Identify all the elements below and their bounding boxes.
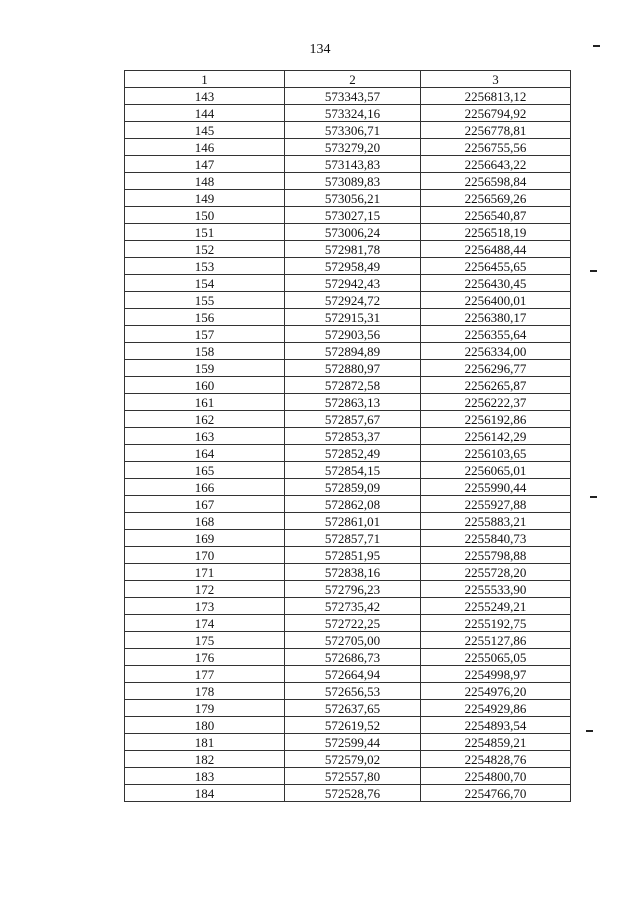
coordinate-x-cell: 573143,83 — [285, 156, 421, 173]
coordinate-y-cell: 2256192,86 — [421, 411, 571, 428]
coordinate-y-cell: 2256355,64 — [421, 326, 571, 343]
point-number-cell: 150 — [125, 207, 285, 224]
table-row — [125, 479, 571, 496]
table-row — [125, 326, 571, 343]
point-number-cell: 152 — [125, 241, 285, 258]
coordinate-x-cell: 573027,15 — [285, 207, 421, 224]
point-number-cell: 159 — [125, 360, 285, 377]
margin-mark — [586, 730, 593, 732]
coordinate-y-cell: 2254998,97 — [421, 666, 571, 683]
point-number-cell: 167 — [125, 496, 285, 513]
table-row — [125, 207, 571, 224]
point-number-cell: 179 — [125, 700, 285, 717]
table-header — [125, 71, 571, 88]
coordinate-y-cell: 2256778,81 — [421, 122, 571, 139]
table-row — [125, 496, 571, 513]
coordinate-x-cell: 572528,76 — [285, 785, 421, 802]
point-number-cell: 144 — [125, 105, 285, 122]
point-number-cell: 169 — [125, 530, 285, 547]
coordinate-y-cell: 2256142,29 — [421, 428, 571, 445]
margin-mark — [590, 496, 597, 498]
table-row — [125, 156, 571, 173]
coordinate-y-cell: 2255065,05 — [421, 649, 571, 666]
table-row — [125, 122, 571, 139]
coordinate-x-cell: 572903,56 — [285, 326, 421, 343]
coordinate-y-cell: 2256755,56 — [421, 139, 571, 156]
coordinate-y-cell: 2256455,65 — [421, 258, 571, 275]
coordinate-y-cell: 2256488,44 — [421, 241, 571, 258]
coordinate-x-cell: 572619,52 — [285, 717, 421, 734]
table-row — [125, 717, 571, 734]
coordinate-x-cell: 573089,83 — [285, 173, 421, 190]
table-row — [125, 139, 571, 156]
table-row — [125, 411, 571, 428]
coordinate-x-cell: 572722,25 — [285, 615, 421, 632]
point-number-cell: 160 — [125, 377, 285, 394]
point-number-cell: 184 — [125, 785, 285, 802]
table-row — [125, 785, 571, 802]
coordinate-x-cell: 572915,31 — [285, 309, 421, 326]
coordinate-x-cell: 572863,13 — [285, 394, 421, 411]
coordinate-x-cell: 572854,15 — [285, 462, 421, 479]
coordinate-x-cell: 572686,73 — [285, 649, 421, 666]
coordinate-y-cell: 2255840,73 — [421, 530, 571, 547]
coordinate-y-cell: 2256380,17 — [421, 309, 571, 326]
table-row — [125, 105, 571, 122]
point-number-cell: 176 — [125, 649, 285, 666]
point-number-cell: 182 — [125, 751, 285, 768]
coordinate-x-cell: 572862,08 — [285, 496, 421, 513]
coordinate-y-cell: 2254766,70 — [421, 785, 571, 802]
coordinate-x-cell: 572851,95 — [285, 547, 421, 564]
coordinate-y-cell: 2256540,87 — [421, 207, 571, 224]
table-row — [125, 683, 571, 700]
coordinate-x-cell: 573006,24 — [285, 224, 421, 241]
coordinate-y-cell: 2255883,21 — [421, 513, 571, 530]
table-row — [125, 428, 571, 445]
coordinate-x-cell: 573056,21 — [285, 190, 421, 207]
coordinate-y-cell: 2256222,37 — [421, 394, 571, 411]
coordinate-y-cell: 2256103,65 — [421, 445, 571, 462]
point-number-cell: 164 — [125, 445, 285, 462]
point-number-cell: 163 — [125, 428, 285, 445]
coordinate-y-cell: 2256065,01 — [421, 462, 571, 479]
table-row — [125, 292, 571, 309]
point-number-cell: 148 — [125, 173, 285, 190]
point-number-cell: 181 — [125, 734, 285, 751]
coordinate-x-cell: 573279,20 — [285, 139, 421, 156]
point-number-cell: 166 — [125, 479, 285, 496]
coordinate-x-cell: 572796,23 — [285, 581, 421, 598]
table-row — [125, 666, 571, 683]
coordinate-x-cell: 572880,97 — [285, 360, 421, 377]
coordinate-y-cell: 2255249,21 — [421, 598, 571, 615]
coordinate-y-cell: 2255127,86 — [421, 632, 571, 649]
coordinate-y-cell: 2256334,00 — [421, 343, 571, 360]
coordinate-x-cell: 572859,09 — [285, 479, 421, 496]
coordinate-y-cell: 2256794,92 — [421, 105, 571, 122]
coordinate-y-cell: 2256518,19 — [421, 224, 571, 241]
point-number-cell: 173 — [125, 598, 285, 615]
coordinate-y-cell: 2256643,22 — [421, 156, 571, 173]
coordinate-x-cell: 572981,78 — [285, 241, 421, 258]
coordinate-y-cell: 2254800,70 — [421, 768, 571, 785]
point-number-cell: 180 — [125, 717, 285, 734]
point-number-cell: 168 — [125, 513, 285, 530]
table-row — [125, 734, 571, 751]
coordinate-x-cell: 572735,42 — [285, 598, 421, 615]
table-row — [125, 700, 571, 717]
coordinate-y-cell: 2255990,44 — [421, 479, 571, 496]
coordinate-y-cell: 2256430,45 — [421, 275, 571, 292]
coordinate-y-cell: 2254929,86 — [421, 700, 571, 717]
coordinate-y-cell: 2254976,20 — [421, 683, 571, 700]
point-number-cell: 170 — [125, 547, 285, 564]
table-header-row — [125, 71, 571, 88]
point-number-cell: 174 — [125, 615, 285, 632]
table-row — [125, 445, 571, 462]
coordinate-x-cell: 572579,02 — [285, 751, 421, 768]
point-number-cell: 156 — [125, 309, 285, 326]
coordinate-x-cell: 572637,65 — [285, 700, 421, 717]
point-number-cell: 145 — [125, 122, 285, 139]
table-row — [125, 632, 571, 649]
coordinate-y-cell: 2254828,76 — [421, 751, 571, 768]
coordinate-y-cell: 2254859,21 — [421, 734, 571, 751]
coordinate-x-cell: 572942,43 — [285, 275, 421, 292]
table-row — [125, 241, 571, 258]
coordinate-x-cell: 572664,94 — [285, 666, 421, 683]
coordinate-y-cell: 2256265,87 — [421, 377, 571, 394]
point-number-cell: 171 — [125, 564, 285, 581]
point-number-cell: 177 — [125, 666, 285, 683]
point-number-cell: 172 — [125, 581, 285, 598]
table-row — [125, 598, 571, 615]
coordinate-y-cell: 2255192,75 — [421, 615, 571, 632]
margin-mark — [590, 270, 597, 272]
coordinates-table — [124, 70, 571, 802]
coordinate-x-cell: 572857,71 — [285, 530, 421, 547]
coordinate-x-cell: 572857,67 — [285, 411, 421, 428]
coordinate-x-cell: 572894,89 — [285, 343, 421, 360]
table-row — [125, 768, 571, 785]
point-number-cell: 149 — [125, 190, 285, 207]
point-number-cell: 175 — [125, 632, 285, 649]
coordinate-x-cell: 572838,16 — [285, 564, 421, 581]
coordinate-y-cell: 2256296,77 — [421, 360, 571, 377]
coordinate-x-cell: 573343,57 — [285, 88, 421, 105]
coordinate-x-cell: 572853,37 — [285, 428, 421, 445]
point-number-cell: 155 — [125, 292, 285, 309]
coordinate-x-cell: 572852,49 — [285, 445, 421, 462]
table-row — [125, 275, 571, 292]
column-header-2: 2 — [285, 71, 421, 88]
page-number: 134 — [309, 42, 331, 57]
coordinate-x-cell: 573324,16 — [285, 105, 421, 122]
coordinate-y-cell: 2256598,84 — [421, 173, 571, 190]
column-header-1: 1 — [125, 71, 285, 88]
table-body — [125, 88, 571, 802]
table-row — [125, 394, 571, 411]
point-number-cell: 151 — [125, 224, 285, 241]
coordinate-x-cell: 572557,80 — [285, 768, 421, 785]
coordinate-x-cell: 572958,49 — [285, 258, 421, 275]
table-row — [125, 581, 571, 598]
coordinate-y-cell: 2255728,20 — [421, 564, 571, 581]
coordinate-x-cell: 572705,00 — [285, 632, 421, 649]
coordinate-y-cell: 2254893,54 — [421, 717, 571, 734]
table-row — [125, 343, 571, 360]
margin-mark — [593, 45, 600, 47]
table-row — [125, 360, 571, 377]
table-row — [125, 530, 571, 547]
point-number-cell: 165 — [125, 462, 285, 479]
point-number-cell: 183 — [125, 768, 285, 785]
point-number-cell: 147 — [125, 156, 285, 173]
coordinate-y-cell: 2256813,12 — [421, 88, 571, 105]
coordinate-x-cell: 572861,01 — [285, 513, 421, 530]
table-row — [125, 88, 571, 105]
point-number-cell: 154 — [125, 275, 285, 292]
point-number-cell: 158 — [125, 343, 285, 360]
point-number-cell: 153 — [125, 258, 285, 275]
table-row — [125, 190, 571, 207]
column-header-3: 3 — [421, 71, 571, 88]
point-number-cell: 146 — [125, 139, 285, 156]
point-number-cell: 161 — [125, 394, 285, 411]
table-row — [125, 751, 571, 768]
coordinate-y-cell: 2255533,90 — [421, 581, 571, 598]
point-number-cell: 157 — [125, 326, 285, 343]
coordinate-y-cell: 2256400,01 — [421, 292, 571, 309]
coordinate-x-cell: 572924,72 — [285, 292, 421, 309]
table-row — [125, 564, 571, 581]
coordinate-y-cell: 2256569,26 — [421, 190, 571, 207]
coordinate-y-cell: 2255927,88 — [421, 496, 571, 513]
coordinate-x-cell: 572599,44 — [285, 734, 421, 751]
table-row — [125, 309, 571, 326]
point-number-cell: 162 — [125, 411, 285, 428]
table-row — [125, 258, 571, 275]
coordinate-x-cell: 572872,58 — [285, 377, 421, 394]
table-row — [125, 547, 571, 564]
table-row — [125, 377, 571, 394]
table-row — [125, 615, 571, 632]
point-number-cell: 178 — [125, 683, 285, 700]
table-row — [125, 224, 571, 241]
coordinate-x-cell: 573306,71 — [285, 122, 421, 139]
table-row — [125, 462, 571, 479]
table-row — [125, 173, 571, 190]
table-row — [125, 649, 571, 666]
table-row — [125, 513, 571, 530]
coordinate-x-cell: 572656,53 — [285, 683, 421, 700]
point-number-cell: 143 — [125, 88, 285, 105]
coordinate-y-cell: 2255798,88 — [421, 547, 571, 564]
